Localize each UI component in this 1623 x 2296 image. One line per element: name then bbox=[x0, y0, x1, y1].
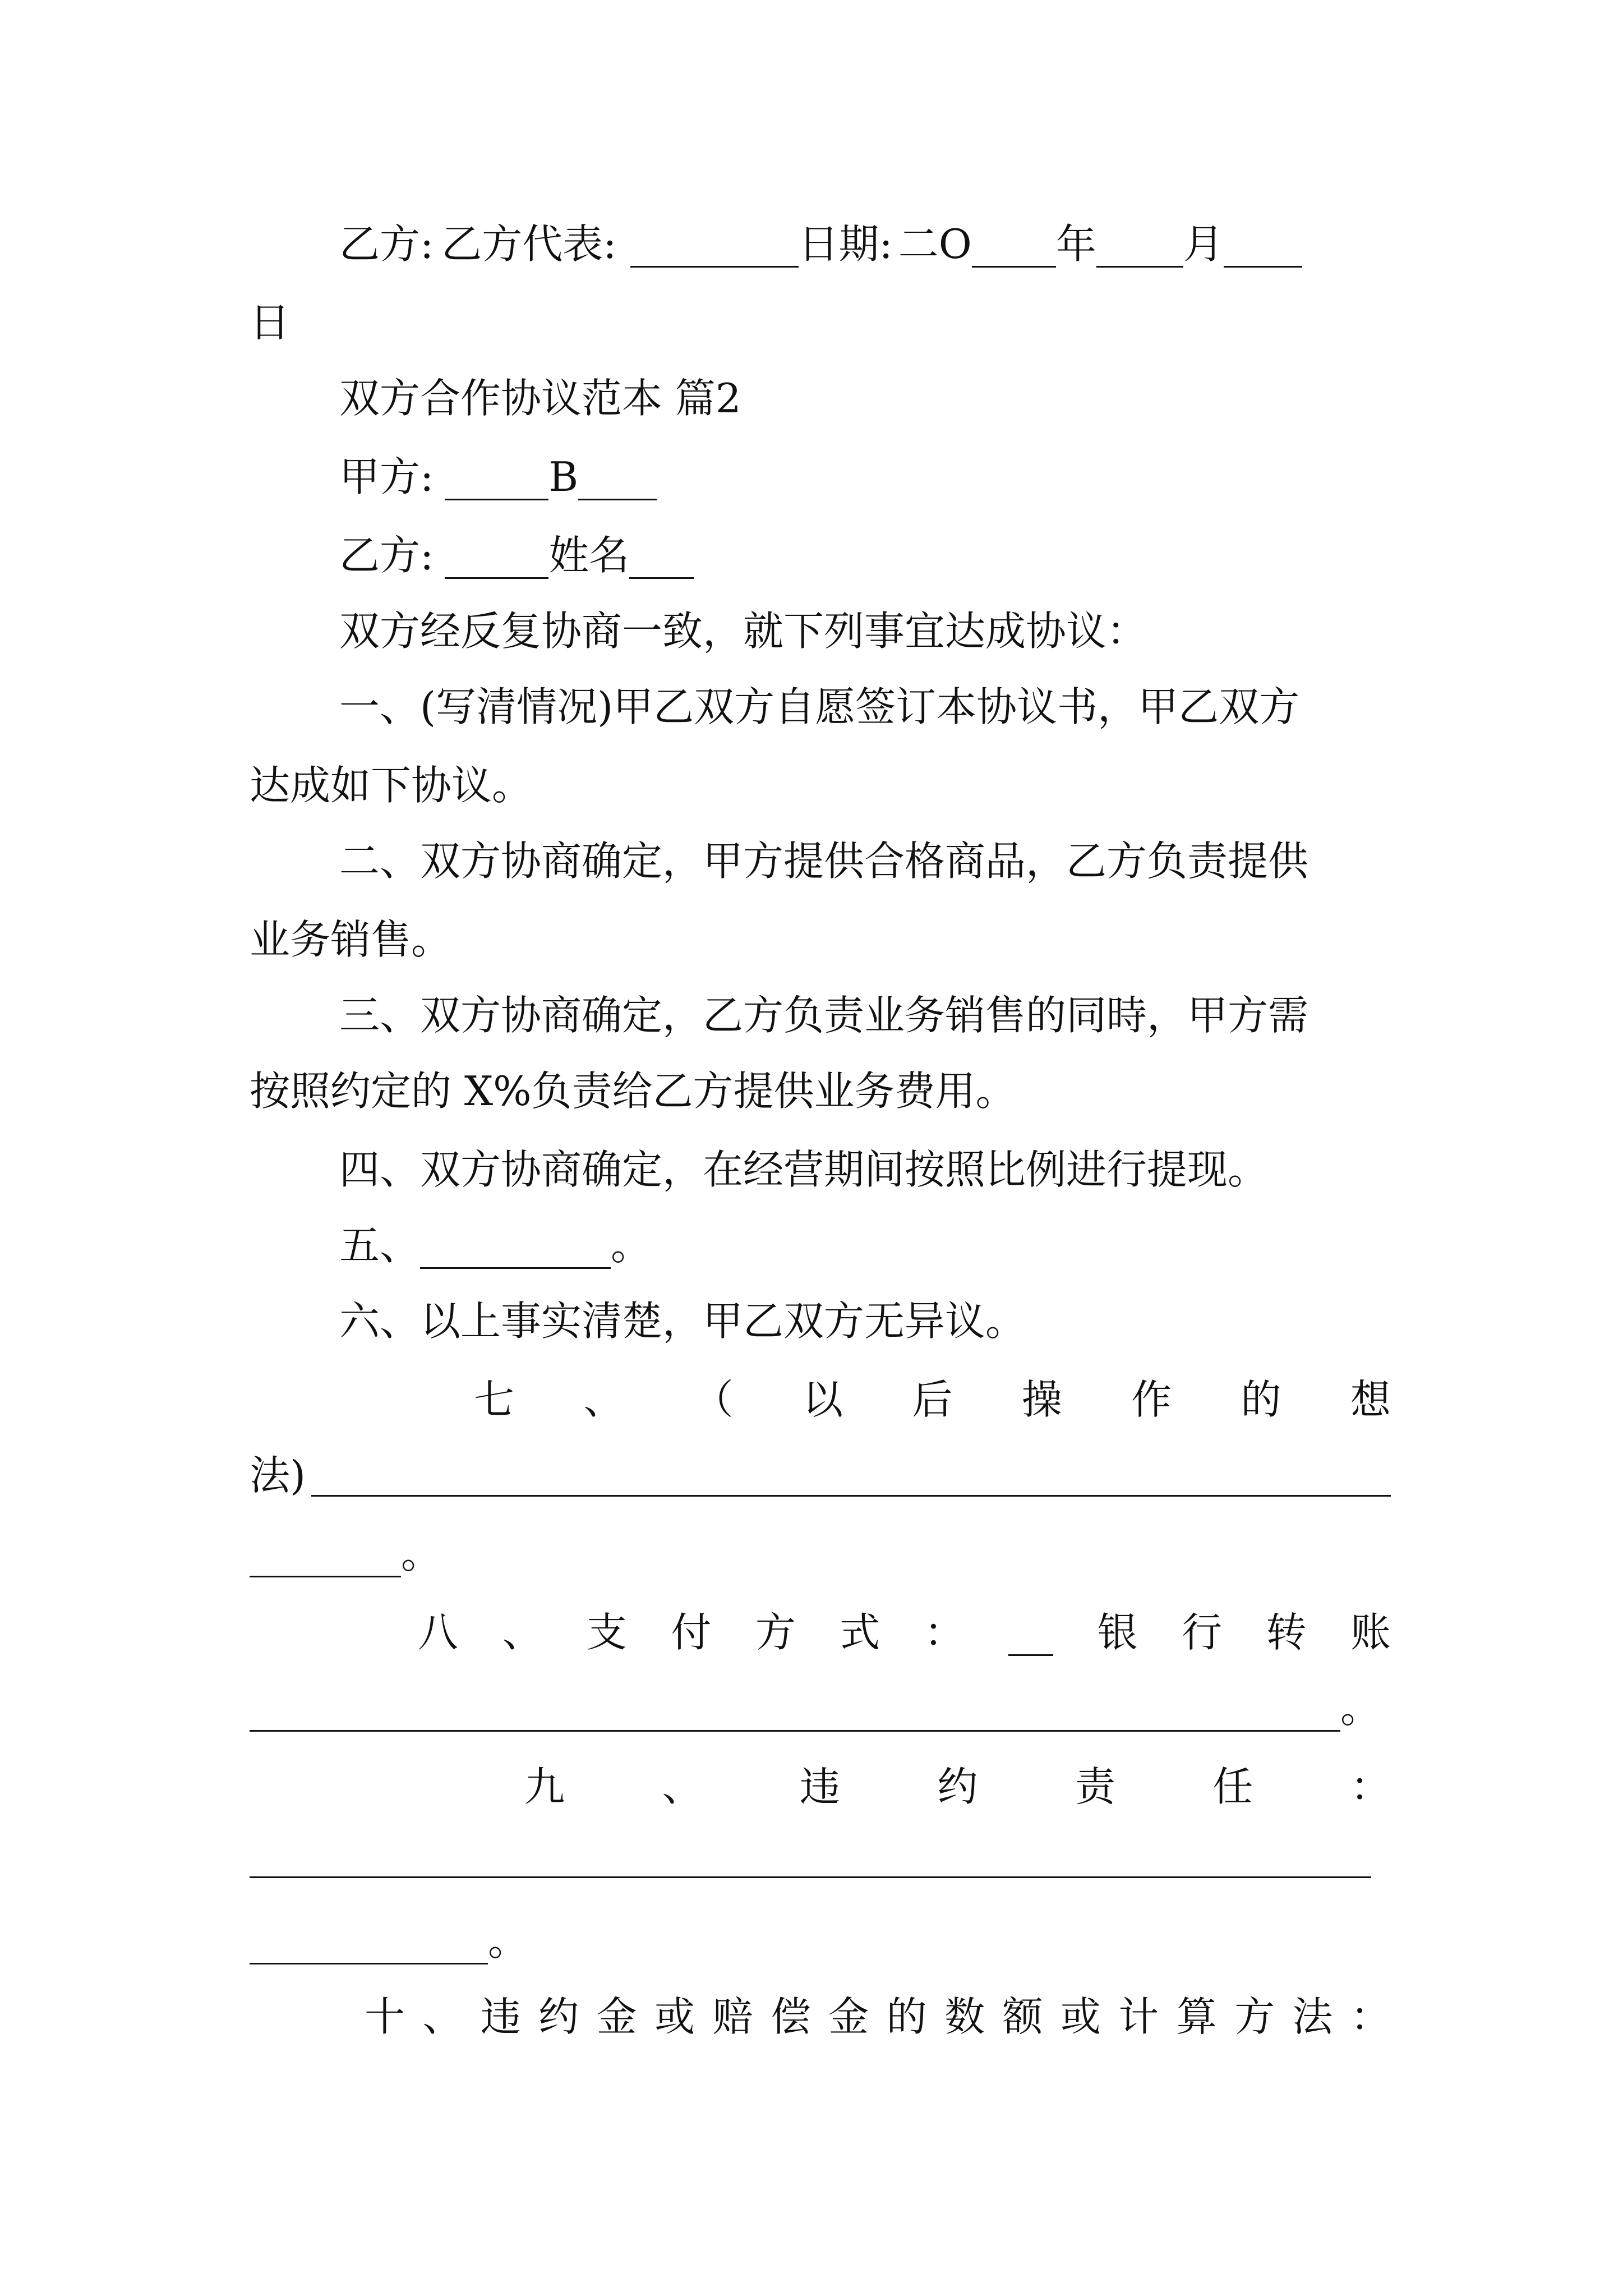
clause-10-char: 算 bbox=[1176, 1993, 1217, 2040]
clause-8-char: 、 bbox=[502, 1609, 543, 1656]
clause-10-char: 违 bbox=[480, 1993, 521, 2040]
representative-blank[interactable] bbox=[630, 221, 799, 268]
clause-8-char: 账 bbox=[1350, 1609, 1391, 1656]
clause-8-blank-short[interactable] bbox=[1008, 1609, 1053, 1656]
year-suffix: 年 bbox=[1055, 220, 1096, 268]
clause-7-end: 。 bbox=[401, 1530, 442, 1577]
clause-10-char: ： bbox=[1350, 1993, 1391, 2040]
clause-10-char: 金 bbox=[596, 1993, 637, 2040]
clause-7-char: 操 bbox=[1021, 1376, 1062, 1423]
clause-9-char: 任 bbox=[1212, 1763, 1253, 1810]
year-blank[interactable] bbox=[972, 221, 1056, 268]
clause-8-char: 银 bbox=[1097, 1609, 1138, 1656]
party-a-value: B bbox=[548, 453, 579, 500]
clause-10-char: 方 bbox=[1234, 1993, 1275, 2040]
party-b-blank-right bbox=[629, 532, 694, 579]
clause-8-line-2 bbox=[250, 1677, 1381, 1739]
clause-9-blank-end[interactable] bbox=[250, 1918, 488, 1964]
clause-8-char: 支 bbox=[586, 1609, 627, 1656]
clause-8-line-1 bbox=[418, 1602, 1391, 1663]
clause-3-line-2: 按照约定的 X%负责给乙方提供业务费用。 bbox=[250, 1068, 1016, 1115]
clause-9-char: 、 bbox=[662, 1763, 703, 1810]
clause-7-line-2 bbox=[250, 1444, 306, 1506]
clause-2-line-2: 业务销售。 bbox=[250, 916, 452, 963]
clause-8-char: 式 bbox=[840, 1609, 880, 1656]
clause-10-char: 的 bbox=[886, 1993, 927, 2040]
clause-9-char: 责 bbox=[1075, 1763, 1115, 1810]
party-b-blank-left bbox=[445, 532, 548, 579]
party-a-line bbox=[339, 446, 657, 508]
clause-7-line-2-text: 法) bbox=[250, 1452, 306, 1499]
clause-9-char: 约 bbox=[937, 1763, 978, 1810]
clause-5-blank[interactable] bbox=[420, 1222, 611, 1269]
signature-line bbox=[339, 213, 1302, 275]
clause-10-line-1 bbox=[365, 1986, 1391, 2047]
month-blank[interactable] bbox=[1096, 221, 1183, 268]
clause-10-char: 额 bbox=[1002, 1993, 1043, 2040]
party-b-label: 乙方: bbox=[339, 532, 434, 579]
party-a-blank-left bbox=[445, 454, 548, 500]
clause-9-blank[interactable] bbox=[250, 1876, 1371, 1878]
clause-7-line-3 bbox=[250, 1523, 441, 1585]
clause-9-char: 九 bbox=[524, 1763, 565, 1810]
clause-7-char: （ bbox=[693, 1376, 734, 1423]
day-suffix: 日 bbox=[250, 299, 291, 346]
clause-7-blank-end[interactable] bbox=[250, 1531, 401, 1577]
clause-7-char: 作 bbox=[1131, 1376, 1172, 1423]
clause-7-char: 七 bbox=[474, 1376, 515, 1423]
clause-10-char: 偿 bbox=[770, 1993, 811, 2040]
clause-7-char: 、 bbox=[583, 1376, 624, 1423]
clause-9-end: 。 bbox=[488, 1917, 529, 1964]
clause-4: 四、双方协商确定，在经营期间按照比例进行提现。 bbox=[339, 1146, 1269, 1193]
clause-8-char: 八 bbox=[418, 1609, 459, 1656]
clause-10-char: 十 bbox=[365, 1993, 405, 2040]
intro-text: 双方经反复协商一致，就下列事宜达成协议： bbox=[339, 608, 1147, 655]
clause-7-char: 后 bbox=[912, 1376, 953, 1423]
clause-5 bbox=[339, 1214, 651, 1276]
clause-10-char: 数 bbox=[944, 1993, 985, 2040]
party-b-line bbox=[339, 524, 694, 586]
clause-10-char: 计 bbox=[1118, 1993, 1159, 2040]
signature-day-line bbox=[250, 292, 290, 353]
day-blank[interactable] bbox=[1224, 221, 1302, 268]
clause-8-end: 。 bbox=[1340, 1685, 1381, 1732]
clause-5-end: 。 bbox=[611, 1222, 652, 1269]
clause-8-char: 转 bbox=[1266, 1609, 1307, 1656]
clause-1-line-2: 达成如下协议。 bbox=[250, 762, 533, 809]
representative-label: 乙方代表: bbox=[441, 220, 617, 268]
month-suffix: 月 bbox=[1183, 220, 1224, 268]
clause-7-blank[interactable] bbox=[311, 1495, 1391, 1497]
clause-10-char: 赔 bbox=[712, 1993, 753, 2040]
clause-7-char: 以 bbox=[803, 1376, 843, 1423]
clause-8-blank[interactable] bbox=[250, 1685, 1340, 1732]
clause-10-char: 约 bbox=[538, 1993, 579, 2040]
section-title: 双方合作协议范本 篇2 bbox=[339, 375, 741, 422]
clause-7-line-1 bbox=[474, 1369, 1391, 1430]
clause-7-char: 的 bbox=[1241, 1376, 1281, 1423]
clause-6: 六、以上事实清楚，甲乙双方无异议。 bbox=[339, 1297, 1026, 1345]
clause-8-char: ： bbox=[924, 1609, 965, 1656]
date-label: 日期: bbox=[798, 220, 893, 268]
party-a-label: 甲方: bbox=[339, 453, 434, 500]
party-b-value: 姓名 bbox=[548, 532, 630, 579]
party-a-blank-right bbox=[578, 454, 657, 500]
clause-8-char: 付 bbox=[671, 1609, 712, 1656]
clause-10-char: 或 bbox=[1060, 1993, 1101, 2040]
year-prefix: 二O bbox=[898, 220, 972, 268]
clause-1-line-1: 一、(写清情况)甲乙双方自愿签订本协议书，甲乙双方 bbox=[339, 683, 1300, 730]
clause-10-char: 法 bbox=[1292, 1993, 1333, 2040]
clause-5-label: 五、 bbox=[339, 1222, 421, 1269]
clause-3-line-1: 三、双方协商确定，乙方负责业务销售的同時，甲方需 bbox=[339, 992, 1309, 1039]
clause-10-char: 金 bbox=[828, 1993, 869, 2040]
clause-10-char: 或 bbox=[654, 1993, 695, 2040]
clause-7-char: 想 bbox=[1350, 1376, 1391, 1423]
party-b-label: 乙方: bbox=[339, 220, 434, 268]
clause-9-char: 违 bbox=[799, 1763, 840, 1810]
clause-9-char: ： bbox=[1350, 1763, 1391, 1810]
clause-10-char: 、 bbox=[422, 1993, 463, 2040]
clause-8-char: 方 bbox=[755, 1609, 796, 1656]
clause-9-line-1 bbox=[524, 1756, 1391, 1818]
clause-9-line-3 bbox=[250, 1910, 528, 1972]
clause-8-char: 行 bbox=[1182, 1609, 1223, 1656]
clause-2-line-1: 二、双方协商确定，甲方提供合格商品，乙方负责提供 bbox=[339, 838, 1309, 885]
